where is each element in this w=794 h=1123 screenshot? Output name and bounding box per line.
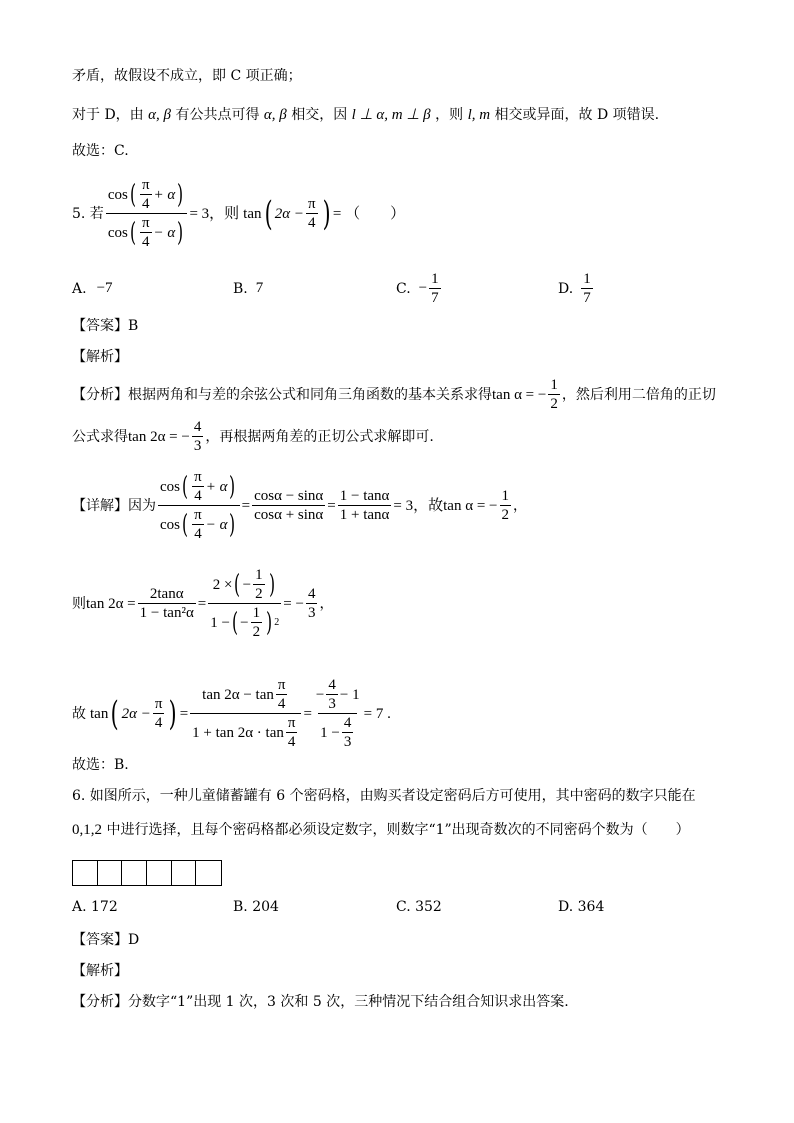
math: tan 2α = −	[128, 428, 190, 445]
text: = 3，故	[393, 497, 444, 514]
math: 0,1,2	[72, 822, 102, 838]
den: 2	[255, 586, 263, 602]
den: 4	[142, 234, 150, 250]
end: = （ ）	[332, 205, 406, 222]
analysis-6: 【分析】分数字“1”出现 1 次，3 次和 5 次，三种情况下结合组合知识求出答案.	[72, 994, 569, 1010]
frac-num	[200, 676, 291, 713]
frac-num	[158, 468, 240, 505]
num: 1	[252, 605, 261, 621]
frac-den	[190, 713, 301, 751]
pi-over-4	[153, 695, 165, 732]
text: 故	[72, 705, 86, 722]
den: 3	[193, 438, 202, 454]
equals: =	[327, 497, 336, 514]
paren: )	[177, 217, 184, 248]
fraction	[158, 468, 240, 543]
math: tan α = −	[492, 386, 547, 403]
pi-over-4	[140, 176, 152, 213]
equals: =	[179, 705, 189, 722]
den: cosα + sinα	[254, 507, 324, 523]
text-line-1: 矛盾，故假设不成立，即 C 项正确；	[72, 68, 302, 84]
num: 1	[255, 567, 263, 583]
text: 则	[72, 595, 86, 612]
question-number: 5. 若	[72, 205, 104, 222]
text: 2 ×	[212, 576, 233, 593]
cos-label: cos	[107, 186, 128, 203]
den: 1 − tan²α	[139, 605, 194, 621]
equals: = 3，则	[189, 205, 240, 222]
text: 中进行选择，且每个密码格都必须设定数字，则数字“1”出现奇数次的不同密码个数为（ ）	[106, 822, 690, 838]
so-5-line	[72, 676, 391, 751]
cos-label: cos	[160, 516, 180, 533]
paren: )	[177, 179, 184, 210]
text: tan 2α − tan	[202, 686, 274, 703]
paren: )	[229, 471, 236, 502]
fraction	[138, 585, 196, 622]
num: 1	[550, 377, 558, 393]
paren: )	[266, 607, 273, 638]
text-line-2	[72, 105, 659, 125]
text: = 7 .	[363, 705, 391, 722]
option-label: B.	[233, 280, 248, 297]
password-cell	[98, 861, 123, 885]
cos-label: cos	[160, 478, 180, 495]
fraction	[500, 487, 512, 524]
paren: (	[182, 471, 189, 502]
den: 7	[583, 290, 591, 306]
option-fraction	[429, 270, 441, 307]
fraction	[314, 676, 362, 751]
num: π	[277, 677, 286, 693]
sign: −	[240, 614, 249, 631]
den: 3	[307, 605, 316, 621]
tail: − α	[205, 516, 228, 533]
math: tan α = −	[443, 497, 498, 514]
four-thirds	[326, 676, 338, 713]
option-value: 7	[255, 280, 264, 296]
paren: )	[169, 693, 178, 734]
math: 2α −	[121, 705, 151, 722]
fraction	[338, 487, 392, 524]
num: π	[141, 177, 150, 193]
fraction	[548, 376, 560, 413]
math: tan 2α =	[86, 595, 136, 612]
pi-over-4	[276, 676, 288, 713]
text: 【分析】根据两角和与差的余弦公式和同角三角函数的基本关系求得	[72, 386, 492, 403]
question-6-line-1: 6. 如图所示，一种儿童储蓄罐有 6 个密码格，由购买者设定密码后方可使用，其中密码的数字只能在	[72, 788, 696, 804]
den: 4	[308, 215, 316, 231]
paren: )	[268, 569, 275, 600]
password-cell	[122, 861, 147, 885]
paren: (	[234, 569, 241, 600]
den: 7	[431, 290, 439, 306]
frac-num	[106, 176, 188, 213]
option-value: −7	[96, 280, 113, 296]
num: 2tanα	[149, 586, 184, 602]
num: π	[194, 469, 202, 485]
math: α, β	[263, 107, 287, 123]
password-cell	[73, 861, 98, 885]
num: 1	[431, 271, 439, 287]
analysis-title-6: 【解析】	[72, 963, 128, 979]
den: 2	[550, 396, 558, 412]
den: 4	[142, 196, 150, 212]
text: ，	[513, 497, 527, 514]
text: − 1	[339, 686, 360, 703]
tan-label: tan	[90, 705, 109, 722]
paren: (	[110, 693, 119, 734]
pi-over-4	[192, 468, 204, 505]
q6-option-d: D. 364	[558, 899, 605, 915]
fraction	[208, 566, 281, 641]
den: 3	[328, 696, 336, 712]
num: 4	[193, 419, 202, 435]
num: 4	[328, 677, 336, 693]
text: 对于 D，由	[72, 107, 144, 123]
fraction	[306, 585, 318, 622]
detail-5-line	[72, 468, 527, 543]
num: 1	[501, 488, 509, 504]
paren: (	[182, 509, 189, 540]
paren: (	[232, 607, 239, 638]
math: = −	[283, 595, 304, 612]
den: 3	[343, 734, 352, 750]
text: 1 −	[320, 724, 340, 741]
option-fraction	[581, 270, 593, 307]
tan-label: tan	[243, 205, 262, 222]
num: π	[194, 507, 202, 523]
password-cell	[147, 861, 172, 885]
paren: )	[229, 509, 236, 540]
text: ，则	[435, 107, 464, 123]
fraction	[190, 676, 301, 751]
equals: =	[303, 705, 312, 722]
tail: + α	[205, 478, 228, 495]
text: 相交或异面，故 D 项错误.	[494, 107, 660, 123]
den: 4	[194, 488, 202, 504]
den: 2	[252, 624, 261, 640]
tail: − α	[153, 224, 176, 241]
paren: )	[322, 193, 331, 234]
equals: =	[241, 497, 251, 514]
inner: 2α −	[274, 205, 305, 222]
fraction	[252, 487, 325, 524]
den: 2	[501, 507, 509, 523]
half	[253, 566, 265, 603]
square: 2	[274, 616, 280, 628]
option-label: C.	[396, 280, 411, 297]
paren: (	[264, 193, 273, 234]
num: 4	[343, 715, 352, 731]
q6-option-c: C. 352	[396, 899, 442, 915]
frac-den	[208, 603, 281, 641]
question-6-line-2	[72, 820, 690, 840]
pi-over-4	[286, 714, 298, 751]
option-a	[72, 280, 113, 297]
password-cell	[172, 861, 197, 885]
fraction	[192, 418, 204, 455]
num: 1	[583, 271, 591, 287]
option-label: D.	[558, 280, 574, 297]
text: 【详解】因为	[72, 497, 156, 514]
analysis-5-line-2	[72, 418, 434, 455]
tail: + α	[153, 186, 176, 203]
text: ，	[319, 595, 334, 612]
sign: −	[315, 686, 325, 703]
frac-den	[158, 505, 240, 543]
den: 4	[277, 696, 286, 712]
den: 4	[154, 715, 163, 731]
fraction	[106, 176, 188, 251]
text: 公式求得	[72, 428, 128, 445]
frac-num	[211, 566, 279, 603]
option-c	[396, 270, 443, 307]
num: cosα − sinα	[254, 488, 324, 504]
num: 1 − tanα	[339, 488, 390, 504]
den: 1 + tanα	[339, 507, 390, 523]
four-thirds	[342, 714, 354, 751]
frac-num	[314, 676, 362, 713]
pi-over-4	[140, 214, 152, 251]
text: 1 −	[210, 614, 230, 631]
q6-option-b: B. 204	[233, 899, 279, 915]
text: ，再根据两角差的正切公式求解即可.	[205, 428, 434, 445]
frac-den	[106, 213, 188, 251]
equals: =	[197, 595, 207, 612]
frac-den	[318, 713, 357, 751]
num: π	[308, 196, 316, 212]
answer-5: 【答案】B	[72, 318, 139, 334]
num: 4	[307, 586, 316, 602]
paren: (	[129, 179, 136, 210]
pi-over-4	[192, 506, 204, 543]
math: l ⊥ α, m ⊥ β	[351, 107, 431, 123]
num: π	[154, 696, 163, 712]
analysis-title-5: 【解析】	[72, 349, 128, 365]
den: 4	[194, 526, 202, 542]
answer-6: 【答案】D	[72, 932, 140, 948]
option-label: A.	[72, 280, 87, 297]
password-cell	[196, 861, 221, 885]
den: 4	[287, 734, 296, 750]
text: 有公共点可得	[175, 107, 260, 123]
pi-over-4	[306, 195, 318, 232]
text: ，然后利用二倍角的正切	[561, 386, 716, 403]
sign: −	[242, 576, 252, 593]
pick-5: 故选：B.	[72, 757, 129, 773]
paren: (	[129, 217, 136, 248]
q6-option-a: A. 172	[72, 899, 118, 915]
text-line-3: 故选：C.	[72, 143, 129, 159]
then-5-line	[72, 566, 333, 641]
half	[251, 604, 263, 641]
math: α, β	[148, 107, 171, 123]
option-b	[233, 280, 263, 297]
option-d	[558, 270, 595, 307]
question-5-stem	[72, 176, 405, 251]
password-grid	[72, 860, 222, 886]
text: 1 + tan 2α · tan	[192, 724, 284, 741]
option-sign: −	[418, 280, 428, 296]
math: l, m	[467, 107, 491, 123]
num: π	[141, 215, 150, 231]
analysis-5-line-1	[72, 376, 716, 413]
cos-label: cos	[107, 224, 128, 241]
text: 相交，因	[291, 107, 348, 123]
num: π	[287, 715, 296, 731]
